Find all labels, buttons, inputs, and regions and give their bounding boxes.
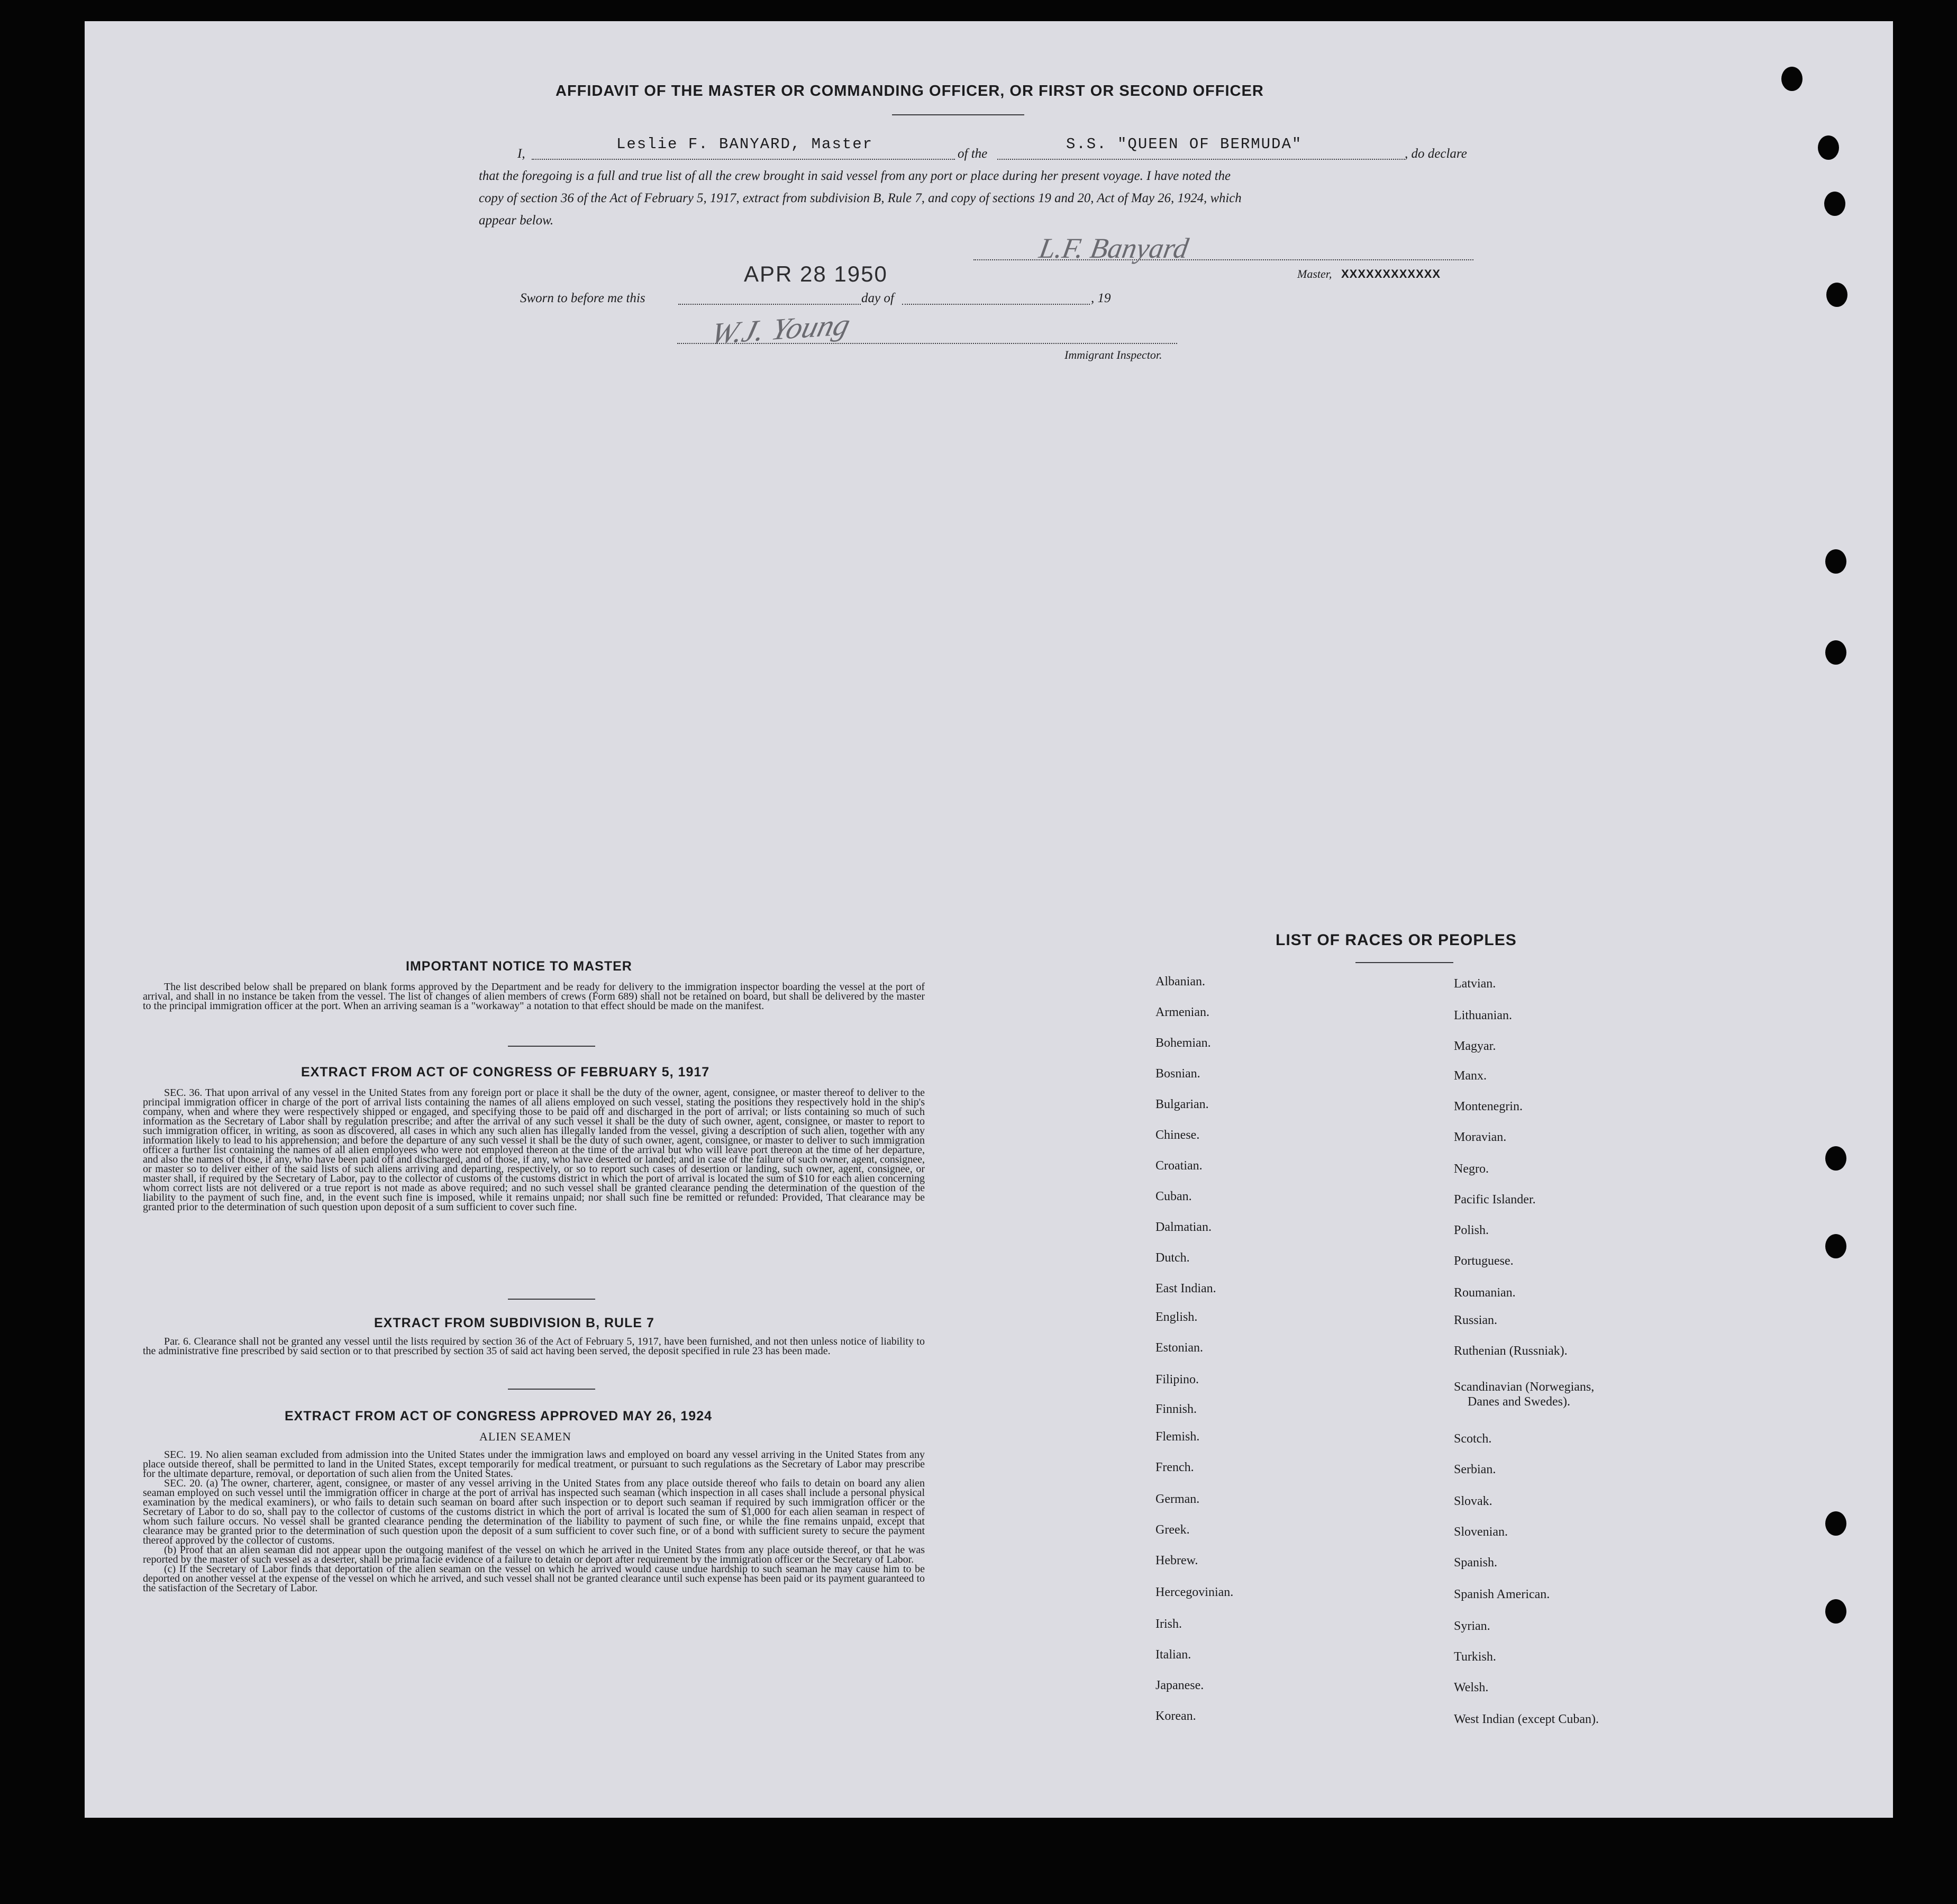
- alien-seamen-subtitle: ALIEN SEAMEN: [479, 1430, 571, 1443]
- race-item: Scotch.: [1454, 1432, 1492, 1446]
- punch-hole: [1825, 1599, 1846, 1624]
- race-item: Lithuanian.: [1454, 1009, 1512, 1022]
- races-title: LIST OF RACES OR PEOPLES: [1276, 931, 1517, 949]
- rule7-body: [143, 1337, 925, 1356]
- extract-1917-body: [143, 1088, 925, 1212]
- master-label: Master,: [1297, 267, 1332, 280]
- extract-1924-body: [143, 1450, 925, 1593]
- race-item: German.: [1155, 1492, 1200, 1506]
- race-item: Manx.: [1454, 1069, 1487, 1083]
- sworn-day-line: [678, 304, 861, 305]
- month-line: [902, 304, 1090, 305]
- affidavit-line-2: that the foregoing is a full and true list of all the crew brought in said vessel from any port or place during her present voyage. I have noted the: [479, 169, 1231, 183]
- race-item: Dutch.: [1155, 1251, 1190, 1265]
- affidavit-line-4: appear below.: [479, 213, 554, 228]
- race-item: English.: [1155, 1310, 1198, 1324]
- races-divider: [1355, 962, 1453, 963]
- sec-36-text: SEC. 36. That upon arrival of any vessel in the United States from any foreign port or place it shall be the duty of the owner, agent, consignee, or master thereof to deliver to the principal immigration officer in charge of the port of arrival lists containing the names of all aliens employed on such vessel, stating the positions they respectively hold in the ship's company, when and where they were respectively shipped or engaged, and specifying those to be paid off and discharged in the port of arrival; or lists containing so much of such information as the Secretary of Labor shall by regulation prescribe; and after the arrival of any such vessel it shall be the duty of such owner, agent, consignee, or master to report to such immigration officer, in writing, as soon as discovered, all cases in which any such alien has illegally landed from the vessel, giving a description of such alien, together with any information likely to lead to his apprehension; and before the departure of any such vessel it shall be the duty of such owner, agent, consignee, or master to deliver to such immigration officer a further list containing the names of all alien employees who were not employed thereon at the time of the arrival but who will leave port thereon at the time of her departure, and also the names of those, if any, who have been paid off and discharged, and of those, if any, who have deserted or landed; and in case of the failure of such owner, agent, consignee, or master so to deliver either of the said lists of such aliens arriving and departing, respectively, or so to report such cases of desertion or landing, such owner, agent, consignee, or master shall, if required by the Secretary of Labor, pay to the collector of customs of the customs district in which the port of arrival is located the sum of $10 for each alien concerning whom correct lists are not delivered or a true report is not made as above required; and no such vessel shall be granted clearance pending the determination of the question of the liability to the payment of such fine, and, in the event such fine is imposed, while it remains unpaid; nor shall such fine be remitted or refunded: Provided, That clearance may be granted prior to the determination of such question upon deposit of a sum sufficient to cover such fine.: [143, 1087, 925, 1213]
- race-item: Syrian.: [1454, 1619, 1490, 1633]
- punch-hole: [1818, 135, 1839, 160]
- i-label: I,: [517, 147, 525, 161]
- race-item: Flemish.: [1155, 1430, 1200, 1444]
- race-item: Montenegrin.: [1454, 1100, 1523, 1113]
- race-item: Spanish.: [1454, 1556, 1498, 1570]
- par-6-text: Par. 6. Clearance shall not be granted any vessel until the lists required by section 36 of the Act of February 5, 1917, have been furnished, and not then unless notice of liability to the administrative fine prescribed by said section or to that prescribed by section 35 of said act having been served, the deposit specified in rule 23 has been made.: [143, 1336, 925, 1357]
- race-item: Croatian.: [1155, 1159, 1203, 1173]
- race-item: Pacific Islander.: [1454, 1193, 1536, 1207]
- race-item: French.: [1155, 1461, 1194, 1474]
- title-divider: [892, 114, 1024, 115]
- race-item: Cuban.: [1155, 1190, 1192, 1203]
- race-item: Albanian.: [1155, 975, 1205, 989]
- punch-hole: [1825, 1234, 1846, 1258]
- race-item: Welsh.: [1454, 1681, 1489, 1694]
- punch-hole: [1781, 67, 1803, 91]
- vessel-name-field[interactable]: S.S. "QUEEN OF BERMUDA": [1066, 135, 1303, 153]
- affidavit-line-3: copy of section 36 of the Act of February 5, 1917, extract from subdivision B, Rule 7, and copy of sections 19 and 20, Act of May 26, 1924, which: [479, 191, 1242, 205]
- race-item: Slovenian.: [1454, 1525, 1508, 1539]
- race-item: Greek.: [1155, 1523, 1190, 1537]
- year-label: , 19: [1091, 291, 1111, 305]
- race-item: Filipino.: [1155, 1373, 1199, 1386]
- race-item: Hebrew.: [1155, 1554, 1198, 1567]
- extract-1924-title: EXTRACT FROM ACT OF CONGRESS APPROVED MAY 26, 1924: [285, 1409, 713, 1424]
- sec-20b-text: (b) Proof that an alien seaman did not appear upon the outgoing manifest of the vessel on which he arrived in the United States from any place outside thereof, or that he was reported by the master of such vessel as a deserter, shall be prima facie evidence of a failure to detain or deport after requirement by the immigration officer or the Secretary of Labor.: [143, 1544, 925, 1565]
- race-item: Japanese.: [1155, 1679, 1204, 1692]
- sec-20a-text: SEC. 20. (a) The owner, charterer, agent, consignee, or master of any vessel arriving in the United States from any place outside thereof who fails to detain on board any alien seaman employed on such vessel until the immigration officer in charge at the port of arrival has inspected such seaman (which inspection in all cases shall include a personal physical examination by the medical examiners), or who fails to detain such seaman on board after such inspection or to deport such seaman if required by such immigration officer or the Secretary of Labor to do so, shall pay to the collector of customs of the customs district in which the port of arrival is located the sum of $1,000 for each alien seaman in respect of whom such failure occurs. No vessel shall be granted clearance pending the determination of the liability to payment of such fine, or while the fine remains unpaid, except that clearance may be granted prior to the determination of such question upon the deposit of a sum sufficient to cover such fine, or of a bond with sufficient surety to secure the payment thereof approved by the collector of customs.: [143, 1477, 925, 1546]
- race-item: Spanish American.: [1454, 1588, 1550, 1601]
- notice-text: The list described below shall be prepared on blank forms approved by the Department and be ready for delivery to the immigration inspector boarding the vessel at the port of arrival, and shall in no instance be taken from the vessel. The list of changes of alien members of crews (Form 689) shall not be retained on board, but shall be delivered by the master to the principal immigration officer at the port. When an arriving seaman is a "workaway" a notation to that effect should be made on the manifest.: [143, 981, 925, 1012]
- race-item: Italian.: [1155, 1648, 1191, 1662]
- race-item: Slovak.: [1454, 1494, 1492, 1508]
- notice-title: IMPORTANT NOTICE TO MASTER: [406, 959, 632, 974]
- race-item: Bosnian.: [1155, 1067, 1200, 1081]
- race-item: Turkish.: [1454, 1650, 1496, 1664]
- master-signature: L.F. Banyard: [1036, 232, 1191, 264]
- extract-1917-divider: [508, 1299, 595, 1300]
- affidavit-title: AFFIDAVIT OF THE MASTER OR COMMANDING OFFICER, OR FIRST OR SECOND OFFICER: [556, 83, 1264, 99]
- race-item: West Indian (except Cuban).: [1454, 1712, 1599, 1726]
- sec-19-text: SEC. 19. No alien seaman excluded from admission into the United States under the immigration laws and employed on board any vessel arriving in the United States from any place outside thereof, shall be permitted to land in the United States, except temporarily for medical treatment, or pursuant to such regulations as the Secretary of Labor may prescribe for the ultimate departure, removal, or deportation of such alien from the United States.: [143, 1449, 925, 1480]
- punch-hole: [1825, 1511, 1846, 1536]
- race-item: Moravian.: [1454, 1130, 1507, 1144]
- race-item: Magyar.: [1454, 1039, 1496, 1053]
- punch-hole: [1825, 1146, 1846, 1171]
- rule7-divider: [508, 1389, 595, 1390]
- race-item: Portuguese.: [1454, 1254, 1514, 1268]
- race-item: Hercegovinian.: [1155, 1585, 1234, 1599]
- race-item: Dalmatian.: [1155, 1220, 1212, 1234]
- name-line: [532, 159, 955, 160]
- race-item: Estonian.: [1155, 1341, 1203, 1355]
- rule7-title: EXTRACT FROM SUBDIVISION B, RULE 7: [374, 1316, 654, 1330]
- sec-20c-text: (c) If the Secretary of Labor finds that deportation of the alien seaman on the vessel on which he arrived would cause undue hardship to such seaman he may cause him to be deported on another vessel at the expense of the vessel on which he arrived, and such vessel shall not be granted clearance until such expense has been paid or its payment guaranteed to the satisfaction of the Secretary of Labor.: [143, 1563, 925, 1594]
- race-item: Chinese.: [1155, 1128, 1200, 1142]
- punch-hole: [1826, 283, 1847, 307]
- inspector-label: Immigrant Inspector.: [1064, 348, 1162, 361]
- notice-divider: [508, 1046, 595, 1047]
- notice-body: [143, 982, 925, 1011]
- race-item: Finnish.: [1155, 1402, 1197, 1416]
- race-item: Serbian.: [1454, 1463, 1496, 1476]
- vessel-line: [997, 159, 1405, 160]
- date-stamp: APR 28 1950: [744, 261, 888, 286]
- punch-hole: [1825, 640, 1846, 665]
- race-item: Scandinavian (Norwegians,: [1454, 1380, 1595, 1394]
- sworn-label: Sworn to before me this: [520, 291, 645, 305]
- race-item: Latvian.: [1454, 977, 1496, 991]
- race-item: Ruthenian (Russniak).: [1454, 1344, 1568, 1358]
- extract-1917-title: EXTRACT FROM ACT OF CONGRESS OF FEBRUARY 5, 1917: [301, 1065, 710, 1080]
- race-item: East Indian.: [1155, 1282, 1216, 1295]
- race-item: Korean.: [1155, 1709, 1196, 1723]
- race-item: Russian.: [1454, 1313, 1498, 1327]
- day-of-label: day of: [861, 291, 894, 305]
- race-item: Polish.: [1454, 1223, 1489, 1237]
- race-item: Roumanian.: [1454, 1286, 1516, 1300]
- race-item: Irish.: [1155, 1617, 1182, 1631]
- race-item: Bohemian.: [1155, 1036, 1211, 1050]
- race-item: Danes and Swedes).: [1468, 1395, 1570, 1409]
- race-item: Bulgarian.: [1155, 1098, 1209, 1111]
- of-the-label: of the: [958, 147, 988, 161]
- inspector-signature: W.J. Young: [707, 307, 854, 351]
- punch-hole: [1825, 549, 1846, 574]
- punch-hole: [1824, 192, 1845, 216]
- master-struck-text: XXXXXXXXXXXX: [1341, 267, 1441, 280]
- race-item: Negro.: [1454, 1162, 1489, 1176]
- race-item: Armenian.: [1155, 1005, 1209, 1019]
- do-declare-label: , do declare: [1405, 147, 1467, 161]
- master-name-field[interactable]: Leslie F. BANYARD, Master: [616, 135, 873, 153]
